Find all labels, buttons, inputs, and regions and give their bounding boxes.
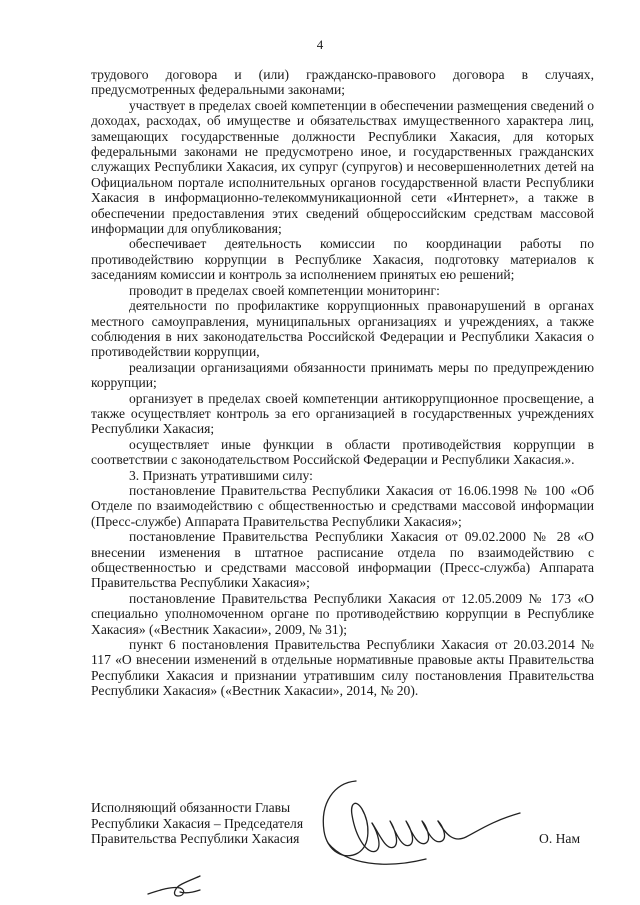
paragraph: деятельности по профилактике коррупционных правонарушений в органах местного самоуправления, муниципальных организациях и учреждениях, а также соблюдения в них законодательства Российской Федерации и Республики Хакасия о противодействии коррупции, <box>91 298 594 360</box>
signatory-title-line: Исполняющий обязанности Главы <box>91 800 291 815</box>
section-heading: 3. Признать утратившими силу: <box>129 467 313 483</box>
signatory-name: О. Нам <box>539 831 581 846</box>
paragraph: участвует в пределах своей компетенции в обеспечении размещения сведений о доходах, расходах, об имуществе и обязательствах имущественного характера лиц, замещающих государственные должности Республики Хакасия, для которых федеральными законами не предусмотрено иное, и государственных гражданских служащих Республики Хакасия, их супруг (супругов) и несовершеннолетних детей на Официальном портале исполнительных органов государственной власти Республики Хакасия в информационно-телекоммуникационной сети «Интернет», а также в обеспечении предоставления этих сведений общероссийским средствам массовой информации для опубликования; <box>91 97 594 237</box>
paragraph: обеспечивает деятельность комиссии по координации работы по противодействию коррупции в Республике Хакасия, подготовку материалов к заседаниям комиссии и контроль за исполнением принятых ею решений; <box>91 236 594 283</box>
paragraph: трудового договора и (или) гражданско-правового договора в случаях, предусмотренных федеральными законами; <box>91 67 594 98</box>
paragraph: пункт 6 постановления Правительства Республики Хакасия от 20.03.2014 № 117 «О внесении изменений в отдельные нормативные правовые акты Правительства Республики Хакасия и признании утратившим силу постановления Правительства Республики Хакасия» («Вестник Хакасии», 2014, № 20). <box>91 637 594 699</box>
paragraph: проводит в пределах своей компетенции мониторинг: <box>129 282 440 298</box>
paragraph: постановление Правительства Республики Хакасия от 16.06.1998 № 100 «Об Отделе по взаимодействию с общественностью и средствами массовой информации (Пресс-службе) Аппарата Правительства Республики Хакасия»; <box>91 482 594 529</box>
paragraph: организует в пределах своей компетенции антикоррупционное просвещение, а также осуществляет контроль за его организацией в государственных учреждениях Республики Хакасия; <box>91 390 594 437</box>
paragraph: осуществляет иные функции в области противодействия коррупции в соответствии с законодательством Российской Федерации и Республики Хакасия.». <box>91 436 594 468</box>
paragraph: реализации организациями обязанности принимать меры по предупреждению коррупции; <box>91 359 594 391</box>
paragraph: постановление Правительства Республики Хакасия от 09.02.2000 № 28 «О внесении изменения в штатное расписание отдела по взаимодействию с общественностью и средствами массовой информации (Пресс-служба) Аппарата Правительства Республики Хакасия»; <box>91 529 594 591</box>
signatory-title-line: Республики Хакасия – Председателя <box>91 815 304 831</box>
signatory-title <box>91 800 303 847</box>
handwritten-initials <box>140 872 230 902</box>
page-number: 4 <box>316 37 324 52</box>
signatory-title-line: Правительства Республики Хакасия <box>91 831 300 847</box>
paragraph: постановление Правительства Республики Хакасия от 12.05.2009 № 173 «О специально уполномоченном органе по противодействию коррупции в Республике Хакасия» («Вестник Хакасии», 2009, № 31); <box>91 590 594 637</box>
document-body <box>91 67 594 699</box>
handwritten-signature <box>316 773 536 883</box>
